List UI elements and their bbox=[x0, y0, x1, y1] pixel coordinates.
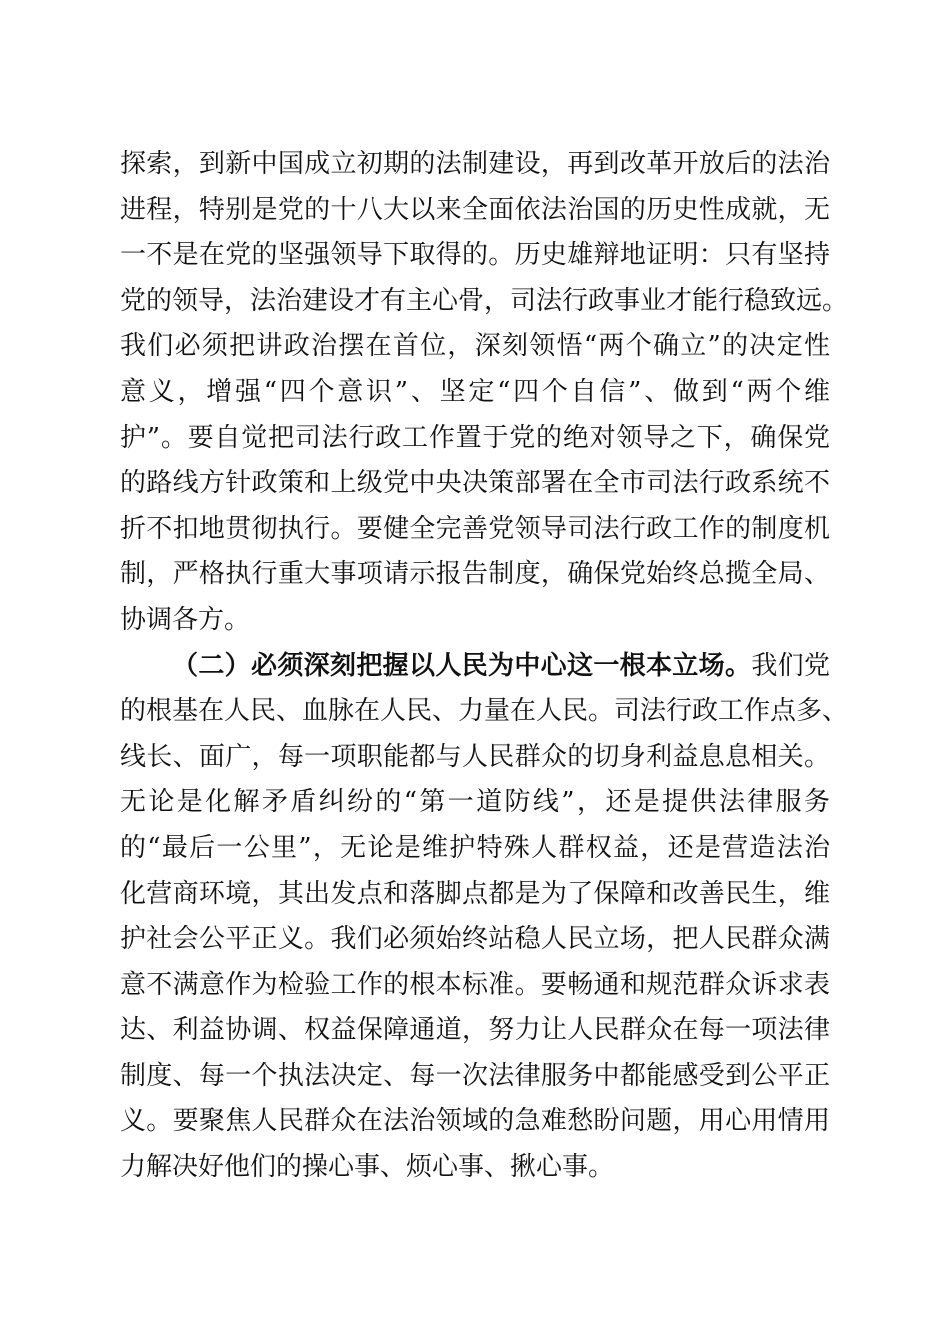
text-line: 党的领导，法治建设才有主心骨，司法行政事业才能行稳致远。 bbox=[120, 285, 849, 316]
text-line: 的根基在人民、血脉在人民、力量在人民。司法行政工作点多、 bbox=[120, 696, 849, 727]
text-line: 我们必须把讲政治摆在首位，深刻领悟“两个确立”的决定性 bbox=[120, 331, 830, 362]
text-line: 达、利益协调、权益保障通道，努力让人民群众在每一项法律 bbox=[120, 1015, 830, 1046]
text-line: 护社会公平正义。我们必须始终站稳人民立场，把人民群众满 bbox=[120, 924, 830, 955]
text-line: 义。要聚焦人民群众在法治领域的急难愁盼问题，用心用情用 bbox=[120, 1106, 830, 1137]
text-line: 协调各方。 bbox=[120, 604, 251, 635]
text-line: 进程，特别是党的十八大以来全面依法治国的历史性成就，无 bbox=[120, 194, 830, 225]
text-line: 制，严格执行重大事项请示报告制度，确保党始终总揽全局、 bbox=[120, 559, 830, 590]
text-line: 力解决好他们的操心事、烦心事、揪心事。 bbox=[120, 1152, 615, 1183]
text-line: 线长、面广，每一项职能都与人民群众的切身利益息息相关。 bbox=[120, 741, 830, 772]
text-line: 无论是化解矛盾纠纷的“第一道防线”，还是提供法律服务 bbox=[120, 787, 830, 818]
body-text bbox=[120, 142, 849, 1191]
paragraph-1 bbox=[120, 142, 849, 644]
paragraph-2 bbox=[120, 644, 849, 1191]
text-line: 化营商环境，其出发点和落脚点都是为了保障和改善民生，维 bbox=[120, 878, 830, 909]
text-line: 制度、每一个执法决定、每一次法律服务中都能感受到公平正 bbox=[120, 1060, 830, 1091]
section-heading: （二）必须深刻把握以人民为中心这一根本立场。 bbox=[172, 650, 752, 681]
text-line: 折不扣地贯彻执行。要健全完善党领导司法行政工作的制度机 bbox=[120, 513, 830, 544]
heading-continuation: 我们党 bbox=[751, 650, 830, 681]
text-line: 意义，增强“四个意识”、坚定“四个自信”、做到“两个维 bbox=[120, 376, 830, 407]
text-line: 护”。要自觉把司法行政工作置于党的绝对领导之下，确保党 bbox=[120, 422, 830, 453]
text-line: 的路线方针政策和上级党中央决策部署在全市司法行政系统不 bbox=[120, 468, 830, 499]
text-line: 意不满意作为检验工作的根本标准。要畅通和规范群众诉求表 bbox=[120, 969, 830, 1000]
text-line: 的“最后一公里”，无论是维护特殊人群权益，还是营造法治 bbox=[120, 832, 830, 863]
text-line: 探索，到新中国成立初期的法制建设，再到改革开放后的法治 bbox=[120, 149, 830, 179]
text-line: 一不是在党的坚强领导下取得的。历史雄辩地证明：只有坚持 bbox=[120, 240, 830, 271]
paragraph-first-line bbox=[120, 644, 830, 690]
